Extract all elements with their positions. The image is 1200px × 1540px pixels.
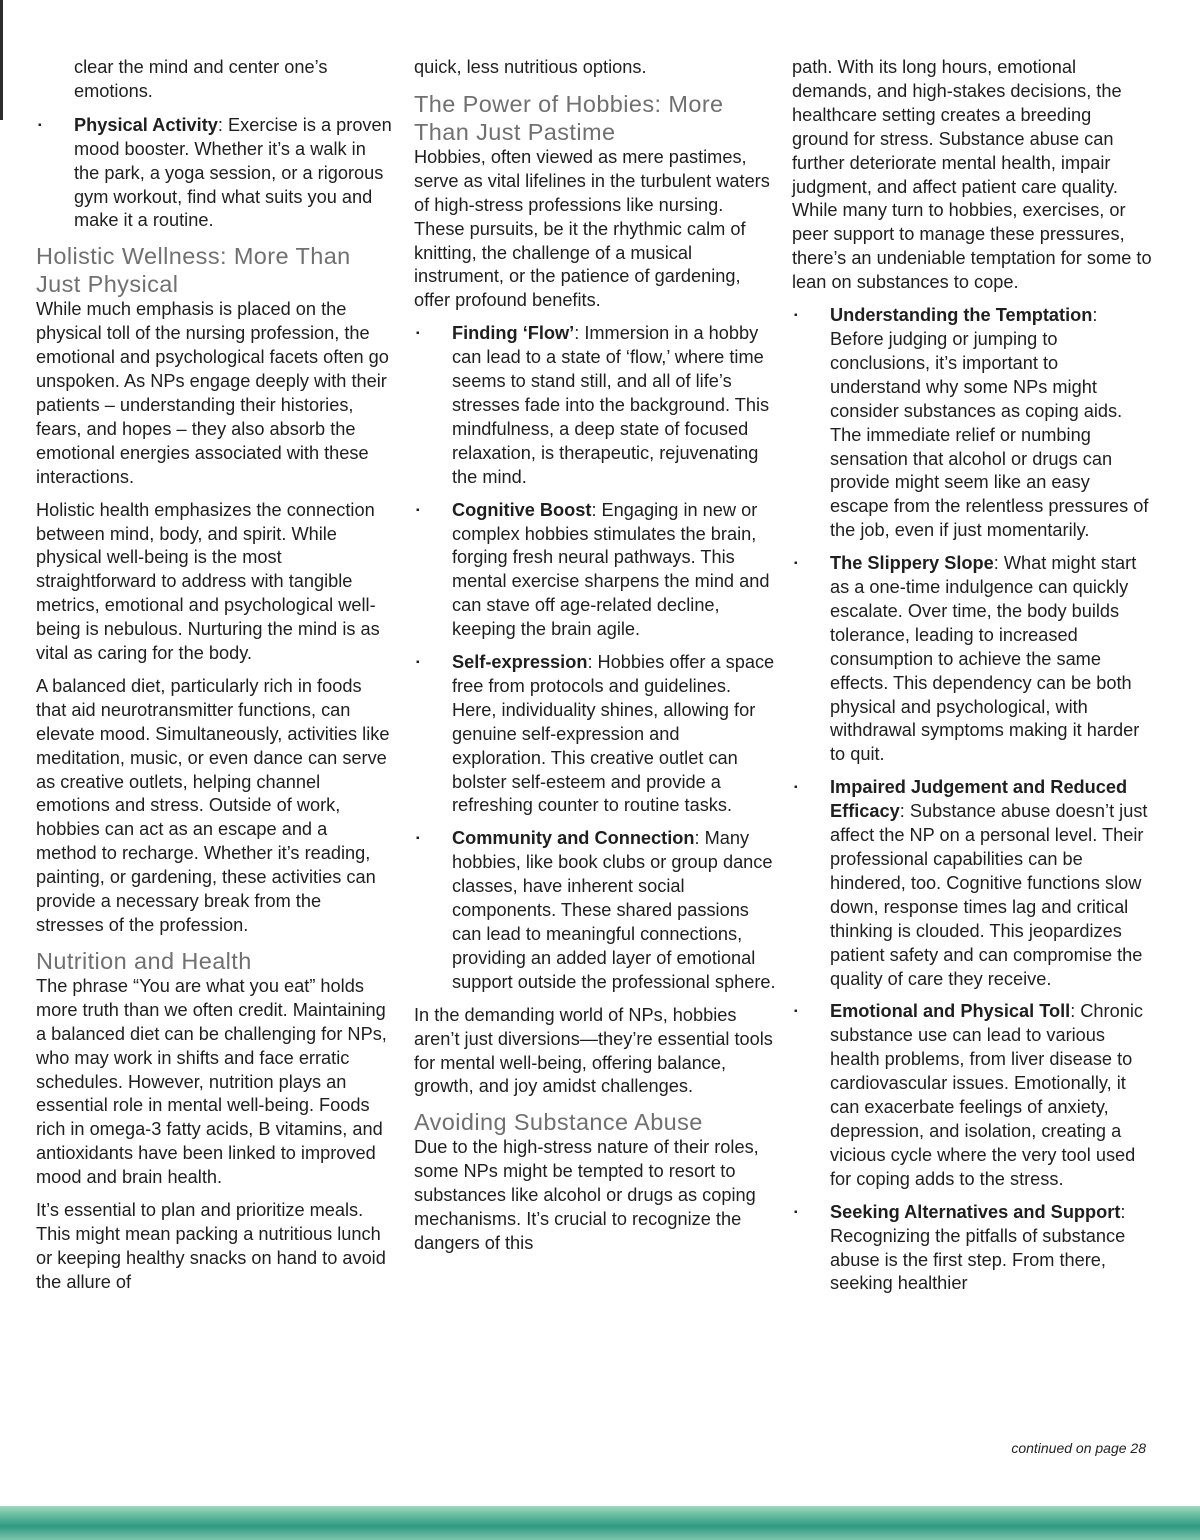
paragraph: Hobbies, often viewed as mere pastimes, serve as vital lifelines in the turbulent waters of high-stress professions like nursing. These pursuits, be it the rhythmic calm of knitting, the challenge of a musical instrument, or the patience of gardening, offer profound benefits. [414, 146, 770, 311]
column-2 [414, 56, 776, 1265]
list-item [792, 1201, 1152, 1297]
bullet-term: Self-expression [452, 652, 588, 673]
bullet-text: : Recognizing the pitfalls of substance abuse is the first step. From there, seeking healthier [830, 1201, 1126, 1294]
bullet-text: : Immersion in a hobby can lead to a state of ‘flow,’ where time seems to stand still, and all of life’s stresses fade into the background. This mindfulness, a deep state of focused relaxation, is therapeutic, rejuvenating the mind. [452, 323, 770, 487]
bullet-term: Finding ‘Flow’ [452, 323, 575, 344]
continued-note: continued on page 28 [1011, 1440, 1146, 1456]
list-item [792, 552, 1152, 767]
continued-paragraph: quick, less nutritious options. [414, 57, 647, 77]
bullet-list [414, 322, 776, 994]
column-3 [792, 56, 1152, 1305]
paragraph: A balanced diet, particularly rich in foods that aid neurotransmitter functions, can elevate mood. Simultaneously, activities like meditation, music, or even dance can serve as creative outlets, helping channel emotions and stress. Outside of work, hobbies can act as an escape and a method to recharge. Whether it’s reading, painting, or gardening, these activities can provide a necessary break from the stresses of the profession. [36, 675, 390, 935]
list-item [792, 1000, 1152, 1191]
bullet-text: : Many hobbies, like book clubs or group dance classes, have inherent social components. These shared passions can lead to meaningful connections, providing an added layer of emotional support outside the professional sphere. [452, 828, 776, 992]
bullet-text: : Before judging or jumping to conclusions, it’s important to understand why some NPs might consider substances as coping aids. The immediate relief or numbing sensation that alcohol or drugs can provide might seem like an easy escape from the relentless pressures of the job, even if just momentarily. [830, 305, 1149, 541]
bullet-text: : Chronic substance use can lead to various health problems, from liver disease to cardiovascular issues. Emotionally, it can exacerbate feelings of anxiety, depression, and isolation, creating a vicious cycle where the very tool used for coping adds to the stress. [830, 1001, 1143, 1189]
list-item [414, 322, 776, 489]
list-item [792, 304, 1152, 543]
paragraph: It’s essential to plan and prioritize meals. This might mean packing a nutritious lunch or keeping healthy snacks on hand to avoid the allure of [36, 1200, 386, 1292]
bullet-list [36, 114, 392, 234]
section-heading-hobbies: The Power of Hobbies: More Than Just Pastime [414, 90, 724, 145]
bullet-text: : Hobbies offer a space free from protocols and guidelines. Here, individuality shines, allowing for genuine self-expression and exploration. This creative outlet can bolster self-esteem and provide a refreshing counter to routine tasks. [452, 652, 775, 816]
bullet-term: Community and Connection [452, 828, 695, 849]
paragraph: In the demanding world of NPs, hobbies aren’t just diversions—they’re essential tools for mental well-being, offering balance, growth, and joy amidst challenges. [414, 1004, 773, 1097]
bullet-term: Physical Activity [74, 114, 218, 135]
paragraph: Due to the high-stress nature of their roles, some NPs might be tempted to resort to substances like alcohol or drugs as coping mechanisms. It’s crucial to recognize the dangers of this [414, 1137, 759, 1253]
list-item [414, 827, 776, 994]
list-item [414, 651, 776, 818]
bullet-term: Seeking Alternatives and Support [830, 1201, 1121, 1222]
page-edge-rule [0, 0, 3, 120]
bullet-list [792, 304, 1152, 1296]
section-heading-nutrition: Nutrition and Health [36, 947, 252, 974]
continued-paragraph: clear the mind and center one’s emotions. [74, 57, 328, 101]
section-heading-holistic: Holistic Wellness: More Than Just Physical [36, 243, 351, 298]
bullet-text: : Engaging in new or complex hobbies stimulates the brain, forging fresh neural pathways. This mental exercise sharpens the mind and can stave off age-related decline, keeping the brain agile. [452, 499, 770, 640]
paragraph: The phrase “You are what you eat” holds more truth than we often credit. Maintaining a balanced diet can be challenging for NPs, who may work in shifts and face erratic schedules. However, nutrition plays an essential role in mental well-being. Foods rich in omega-3 fatty acids, B vitamins, and antioxidants have been linked to improved mood and brain health. [36, 975, 387, 1188]
continued-paragraph: path. With its long hours, emotional demands, and high-stakes decisions, the healthcare setting creates a breeding ground for stress. Substance abuse can further deteriorate mental health, impair judgment, and affect patient care quality. While many turn to hobbies, exercises, or peer support to manage these pressures, there’s an undeniable temptation for some to lean on substances to cope. [792, 57, 1152, 293]
bullet-term: The Slippery Slope [830, 553, 994, 574]
bullet-text: : Substance abuse doesn’t just affect the NP on a personal level. Their professional capabilities can be hindered, too. Cognitive functions slow down, response times lag and critical thinking is clouded. This jeopardizes patient safety and can compromise the quality of care they receive. [830, 801, 1148, 989]
bullet-term: Impaired Judgement and Reduced Efficacy [830, 777, 1128, 822]
list-item [792, 776, 1152, 991]
bullet-term: Emotional and Physical Toll [830, 1001, 1071, 1022]
bullet-text: : Exercise is a proven mood booster. Whether it’s a walk in the park, a yoga session, or a rigorous gym workout, find what suits you and make it a routine. [74, 114, 392, 231]
footer-color-band [0, 1506, 1200, 1540]
bullet-text: : What might start as a one-time indulgence can quickly escalate. Over time, the body builds tolerance, leading to increased consumption to achieve the same effects. This dependency can be both physical and psychological, with withdrawal symptoms making it harder to quit. [830, 553, 1140, 765]
paragraph: While much emphasis is placed on the physical toll of the nursing profession, the emotional and psychological facets often go unspoken. As NPs engage deeply with their patients – understanding their histories, fears, and hopes – they also absorb the emotional energies associated with these interactions. [36, 299, 389, 487]
section-heading-substance: Avoiding Substance Abuse [414, 1109, 703, 1136]
bullet-term: Cognitive Boost [452, 499, 592, 520]
column-1 [36, 56, 392, 1304]
list-item [414, 499, 776, 642]
bullet-term: Understanding the Temptation [830, 305, 1093, 326]
paragraph: Holistic health emphasizes the connection between mind, body, and spirit. While physical well-being is the most straightforward to address with tangible metrics, emotional and psychological well-being is nebulous. Nurturing the mind is as vital as caring for the body. [36, 499, 380, 664]
list-item [36, 114, 392, 234]
